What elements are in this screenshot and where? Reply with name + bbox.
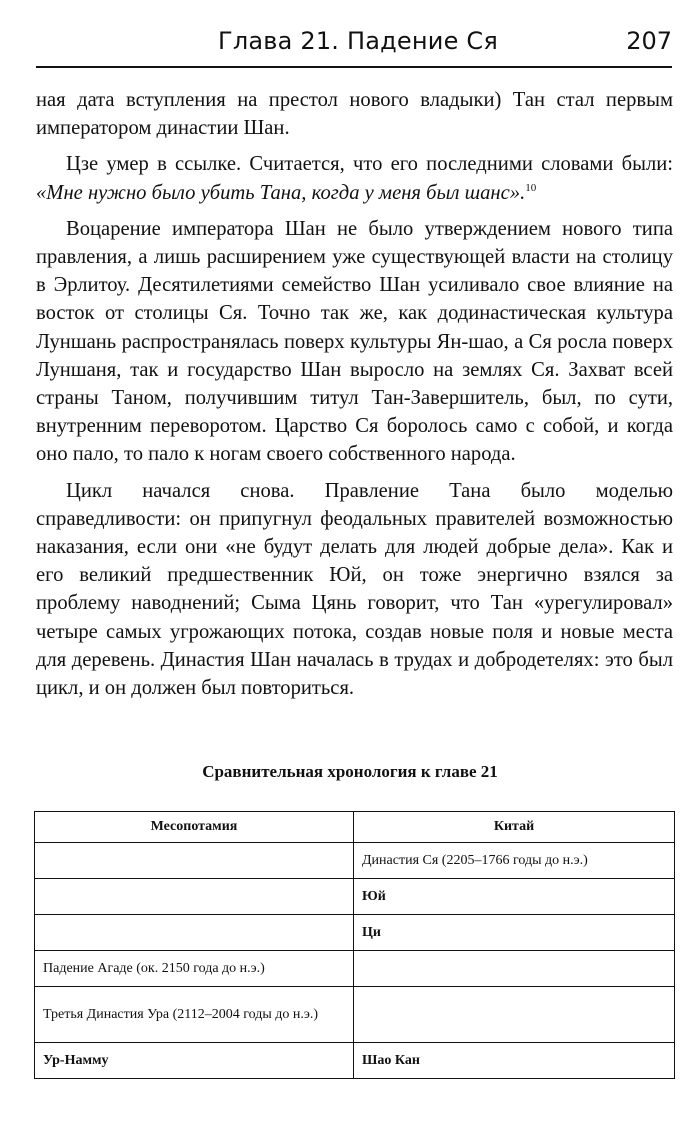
table-row bbox=[35, 1043, 675, 1079]
cell-china: Ци bbox=[354, 915, 675, 951]
cell-china: Династия Ся (2205–1766 годы до н.э.) bbox=[354, 843, 675, 879]
cell-china bbox=[354, 951, 675, 987]
cell-china: Шао Кан bbox=[354, 1043, 675, 1079]
table-title: Сравнительная хронология к главе 21 bbox=[202, 762, 498, 781]
running-head bbox=[36, 26, 672, 60]
table-row bbox=[35, 951, 675, 987]
table-body bbox=[35, 843, 675, 1079]
table-row bbox=[35, 843, 675, 879]
cell-mesopotamia bbox=[35, 915, 354, 951]
paragraph-2 bbox=[36, 150, 673, 206]
chapter-running-title: Глава 21. Падение Ся bbox=[218, 27, 498, 55]
column-header-china: Китай bbox=[354, 812, 675, 843]
paragraph-4: Цикл начался снова. Правление Тана было моделью справедливости: он припугнул феодальных правителей возможностью наказания, если они «не будут делать для людей добрые дела». Как и его великий предшественник Юй, он тоже энергично взялся за проблему наводнений; Сыма Цянь говорит, что Тан «урегулировал» четыре самых угрожающих потока, создав новые поля и новые места для деревень. Династия Шан началась в трудах и добродетелях: это был цикл, и он должен был повториться. bbox=[36, 479, 673, 700]
cell-china: Юй bbox=[354, 879, 675, 915]
cell-mesopotamia bbox=[35, 843, 354, 879]
page-number: 207 bbox=[626, 27, 672, 55]
table-header-row bbox=[35, 812, 675, 843]
paragraph-3: Воцарение императора Шан не было утверждением нового типа правления, а лишь расширением уже существующей власти на столицу в Эрлитоу. Десятилетиями семейство Шан усиливало свое влияние на восток от столицы Ся. Точно так же, как додинастическая культура Луншань распространялась поверх культуры Ян-шао, а Ся росла поверх Луншаня, так и государство Шан выросло на землях Ся. Захват всей страны Таном, получившим титул Тан-Завершитель, был, по сути, внутренним переворотом. Царство Ся боролось само с собой, и когда оно пало, то пало к ногам своего собственного народа. bbox=[36, 217, 673, 466]
cell-china bbox=[354, 987, 675, 1043]
cell-mesopotamia: Ур-Намму bbox=[35, 1043, 354, 1079]
header-rule bbox=[36, 66, 672, 68]
table-row bbox=[35, 915, 675, 951]
cell-mesopotamia bbox=[35, 879, 354, 915]
table-row bbox=[35, 987, 675, 1043]
body-text bbox=[36, 86, 673, 702]
paragraph-2-quote: «Мне нужно было убить Тана, когда у меня был шанс». bbox=[36, 181, 526, 204]
table-row bbox=[35, 879, 675, 915]
paragraph-2-lead: Цзе умер в ссылке. Считается, что его последними словами были: bbox=[66, 153, 673, 176]
cell-mesopotamia: Падение Агаде (ок. 2150 года до н.э.) bbox=[35, 951, 354, 987]
chronology-table bbox=[34, 811, 675, 1079]
paragraph-1: ная дата вступления на престол нового владыки) Тан стал первым императором династии Шан. bbox=[36, 89, 673, 140]
column-header-mesopotamia: Месопотамия bbox=[35, 812, 354, 843]
cell-mesopotamia: Третья Династия Ура (2112–2004 годы до н.э.) bbox=[35, 987, 354, 1043]
footnote-ref: 10 bbox=[525, 181, 537, 194]
